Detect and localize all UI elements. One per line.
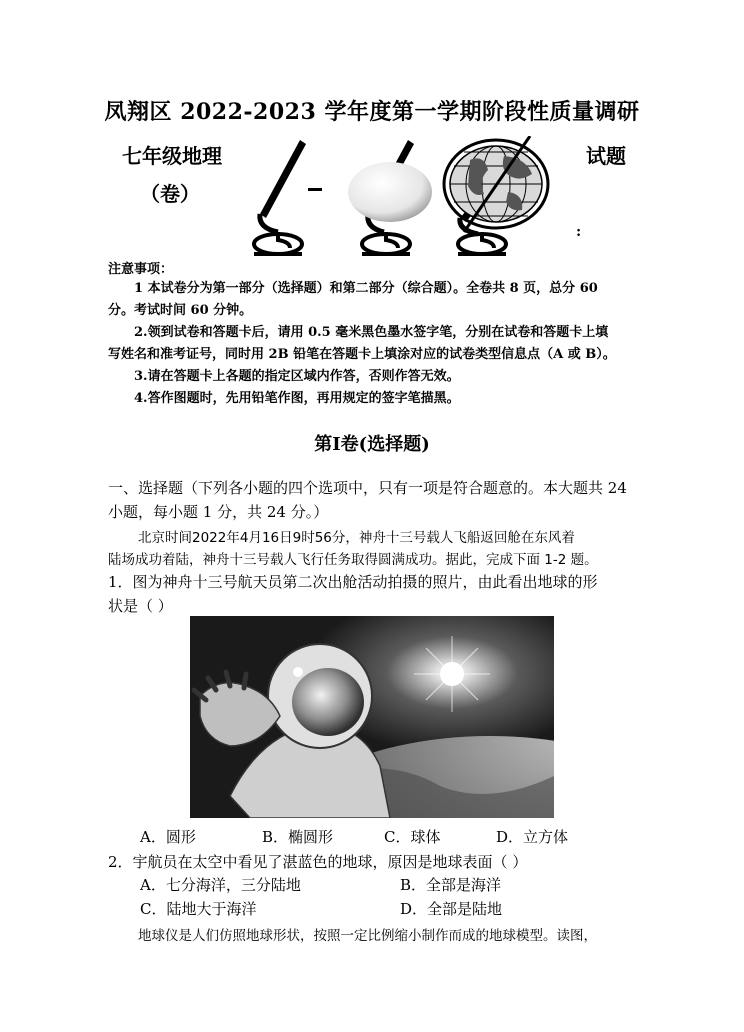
note-line: 分。考试时间 60 分钟。 [108,303,253,318]
note-line: 3.请在答题卡上各题的指定区域内作答，否则作答无效。 [134,369,460,384]
stand-left-icon [254,140,306,254]
q1-option-c: C．球体 [384,828,441,846]
question-1-stem: 1．图为神舟十三号航天员第二次出舱活动拍摄的照片，由此看出地球的形 [108,573,598,591]
note-line: 2.领到试卷和答题卡后，请用 0.5 毫米黑色墨水签字笔，分别在试卷和答题卡上填 [134,325,609,340]
section-title: 第Ⅰ卷(选择题) [314,434,430,455]
q2-option-d: D．全部是陆地 [400,900,503,918]
astronaut-photo [190,616,554,818]
exam-title: 凤翔区 2022-2023 学年度第一学期阶段性质量调研 [104,99,640,125]
white-ball-icon [348,162,432,222]
globe-icon [444,136,548,232]
question-1-stem: 状是（ ） [108,597,173,615]
note-line: 1 本试卷分为第一部分（选择题）和第二部分（综合题）。全卷共 8 页，总分 60 [134,281,598,296]
q1-option-a: A．圆形 [140,828,196,846]
passage-line: 陆场成功着陆，神舟十三号载人飞行任务取得圆满成功。据此，完成下面 1-2 题。 [108,552,598,568]
stand-middle-icon [348,140,432,254]
stand-right-icon [444,136,548,254]
stray-colon: : [576,224,582,240]
q2-option-c: C．陆地大于海洋 [140,900,257,918]
passage-line: 北京时间2022年4月16日9时56分，神舟十三号载人飞船返回舱在东风着 [138,530,575,546]
dash-icon [308,188,322,191]
question-2-stem: 2．宇航员在太空中看见了湛蓝色的地球，原因是地球表面（ ） [108,853,528,871]
instruction-line: 小题，每小题 1 分，共 24 分。） [108,503,329,521]
q1-option-b: B．椭圆形 [262,828,334,846]
instruction-line: 一、选择题（下列各小题的四个选项中，只有一项是符合题意的。本大题共 24 [108,479,627,497]
globe-stand-illustration [238,136,556,264]
q1-option-d: D．立方体 [496,828,569,846]
exam-volume: （卷） [140,182,200,206]
note-line: 4.答作图题时，先用铅笔作图，再用规定的签字笔描黑。 [134,391,460,406]
note-line: 写姓名和准考证号，同时用 2B 铅笔在答题卡上填涂对应的试卷类型信息点（A 或 B）。 [108,347,616,362]
q2-option-a: A．七分海洋，三分陆地 [140,876,301,894]
notes-heading: 注意事项： [108,262,174,277]
exam-subject: 七年级地理 [122,144,222,168]
exam-suffix: 试题 [586,144,626,168]
q2-option-b: B．全部是海洋 [400,876,502,894]
footer-passage: 地球仪是人们仿照地球形状，按照一定比例缩小制作而成的地球模型。读图， [138,928,597,944]
